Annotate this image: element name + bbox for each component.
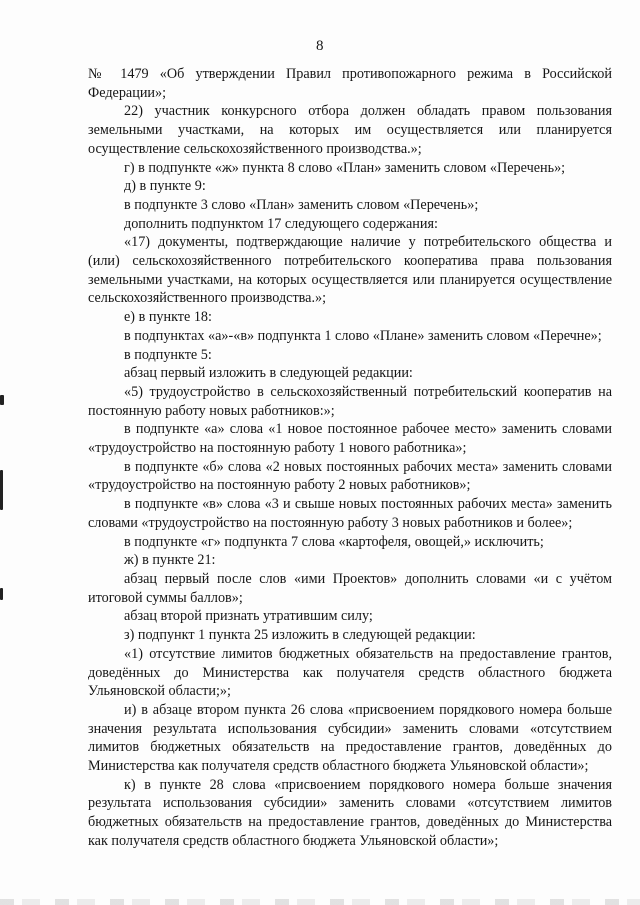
scan-edge-mark [0,588,3,600]
paragraph: е) в пункте 18: [124,309,212,326]
page-number: 8 [316,38,324,54]
paragraph: абзац второй признать утратившим силу; [124,608,373,625]
paragraph: д) в пункте 9: [124,178,206,195]
paragraph: и) в абзаце втором пункта 26 слова «присвоением порядкового номера больше значения результата использования субсидии» заменить словами «отсутствием лимитов бюджетных обязательств на предоставление грантов, доведённых до Министерства как получателя средств областного бюджета Ульяновской области»; [88,701,612,775]
paragraph: в подпункте «в» слова «3 и свыше новых постоянных рабочих места» заменить словами «трудоустройство на постоянную работу 3 новых работников и более»; [88,496,612,531]
paragraph: абзац первый изложить в следующей редакции: [124,365,413,382]
paragraph: «1) отсутствие лимитов бюджетных обязательств на предоставление грантов, доведённых до Министерства как получателя средств областного бюджета Ульяновской области;»; [88,645,612,700]
paragraph: в подпункте «а» слова «1 новое постоянное рабочее место» заменить словами «трудоустройство на постоянную работу 1 нового работника»; [88,421,612,457]
paragraph: 22) участник конкурсного отбора должен обладать правом пользования земельными участками, на которых им осуществляется или планируется осуществление сельскохозяйственного производства.»; [88,103,612,157]
paragraph: в подпунктах «а»-«в» подпункта 1 слово «Плане» заменить словом «Перечне»; [124,327,602,344]
body-text [88,65,612,851]
scan-edge-mark [0,395,4,405]
paragraph: в подпункте 5: [124,346,212,363]
paragraph: г) в подпункте «ж» пункта 8 слово «План» заменить словом «Перечень»; [124,159,566,176]
paragraph: в подпункте «г» подпункта 7 слова «картофеля, овощей,» исключить; [124,533,544,550]
paragraph: № 1479 «Об утверждении Правил противопожарного режима в Российской Федерации»; [88,66,612,101]
scan-bottom-edge [0,899,640,905]
paragraph: в подпункте «б» слова «2 новых постоянных рабочих места» заменить словами «трудоустройство на постоянную работу 2 новых работников»; [88,458,612,494]
paragraph: в подпункте 3 слово «План» заменить словом «Перечень»; [124,196,479,213]
paragraph: ж) в пункте 21: [124,552,216,569]
paragraph: к) в пункте 28 слова «присвоением порядкового номера больше значения результата использования субсидии» заменить словами «отсутствием лимитов бюджетных обязательств на предоставление грантов, доведённых до Министерства как получателя средств областного бюджета Ульяновской области»; [88,776,612,849]
paragraph: «17) документы, подтверждающие наличие у потребительского общества и (или) сельскохозяйственного потребительского кооператива права пользования земельными участками, на которых осуществляется или планируется осуществление сельскохозяйственного производства.»; [88,234,612,307]
paragraph: з) подпункт 1 пункта 25 изложить в следующей редакции: [124,627,476,644]
paragraph: абзац первый после слов «ими Проектов» дополнить словами «и с учётом итоговой суммы баллов»; [88,570,612,606]
paragraph: дополнить подпунктом 17 следующего содержания: [124,215,438,232]
paragraph: «5) трудоустройство в сельскохозяйственный потребительский кооператив на постоянную работу новых работников:»; [88,383,612,419]
scan-edge-mark [0,470,3,510]
